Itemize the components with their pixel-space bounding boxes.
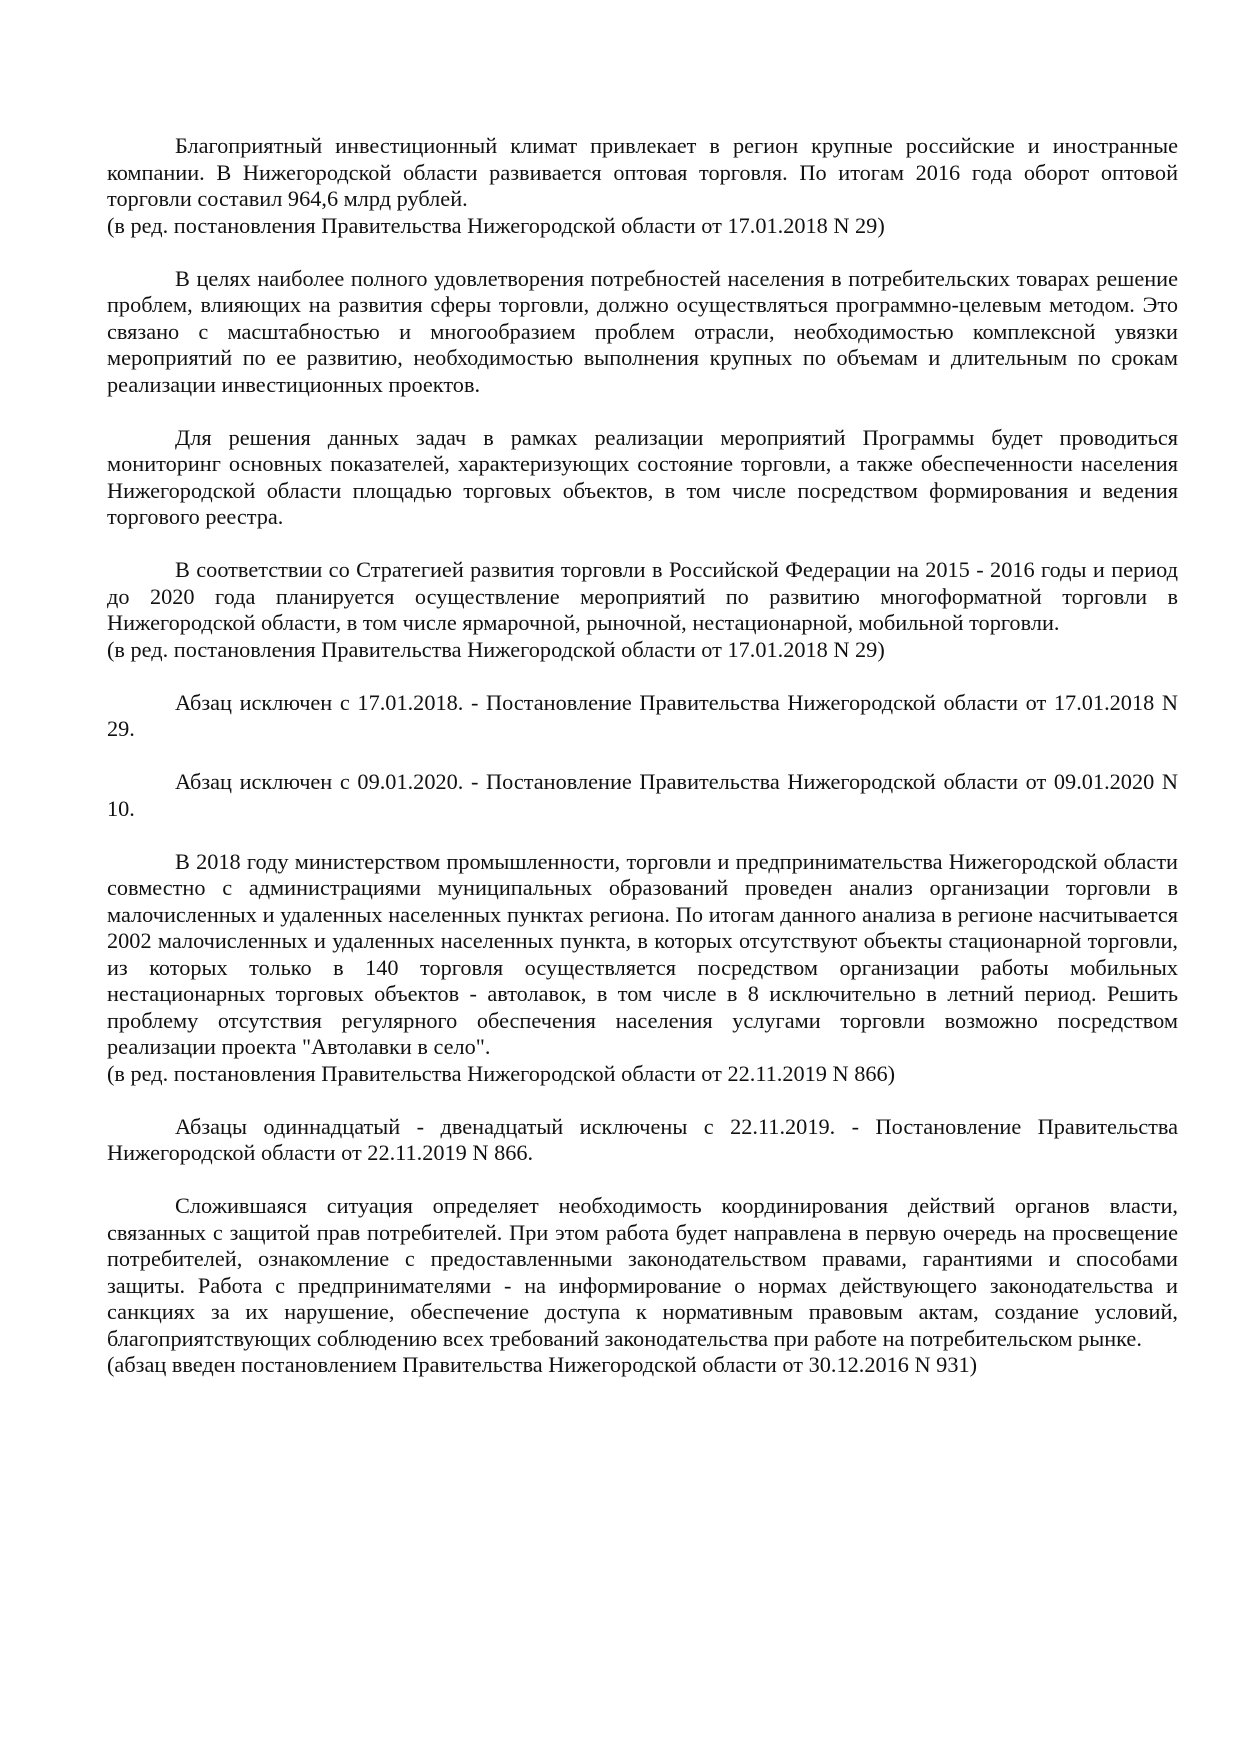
block-program-method — [107, 266, 1178, 399]
block-investment-climate — [107, 133, 1178, 239]
paragraph-mobile-trade: В 2018 году министерством промышленности, торговли и предпринимательства Нижегородской области совместно с администрациями муниципальных образований проведен анализ организации торговли в малочисленных и удаленных населенных пунктах региона. По итогам данного анализа в регионе насчитывается 2002 малочисленных и удаленных населенных пункта, в которых отсутствуют объекты стационарной торговли, из которых только в 140 торговля осуществляется посредством организации работы мобильных нестационарных торговых объектов - автолавок, в том числе в 8 исключительно в летний период. Решить проблему отсутствия регулярного обеспечения населения услугами торговли возможно посредством реализации проекта "Автолавки в село". — [107, 848, 1178, 1059]
paragraph-excluded-2019: Абзацы одиннадцатый - двенадцатый исключены с 22.11.2019. - Постановление Правительства Нижегородской области от 22.11.2019 N 866. — [107, 1113, 1178, 1165]
paragraph-consumer-rights: Сложившаяся ситуация определяет необходимость координирования действий органов власти, связанных с защитой прав потребителей. При этом работа будет направлена в первую очередь на просвещение потребителей, ознакомление с предоставленными законодательством правами, гарантиями и способами защиты. Работа с предпринимателями - на информирование о нормах действующего законодательства и санкциях за их нарушение, обеспечение доступа к нормативным правовым актам, создание условий, благоприятствующих соблюдению всех требований законодательства при работе на потребительском рынке. — [107, 1193, 1178, 1351]
amendment-note: (в ред. постановления Правительства Нижегородской области от 17.01.2018 N 29) — [107, 636, 885, 662]
block-excluded-2019 — [107, 1114, 1178, 1167]
document-page — [107, 133, 1178, 1405]
block-excluded-2020 — [107, 769, 1178, 822]
block-monitoring — [107, 425, 1178, 531]
amendment-note: (в ред. постановления Правительства Нижегородской области от 22.11.2019 N 866) — [107, 1060, 896, 1086]
block-consumer-rights — [107, 1193, 1178, 1379]
paragraph-excluded-2018: Абзац исключен с 17.01.2018. - Постановление Правительства Нижегородской области от 17.01.2018 N 29. — [107, 689, 1178, 741]
paragraph-program-method: В целях наиболее полного удовлетворения потребностей населения в потребительских товарах решение проблем, влияющих на развития сферы торговли, должно осуществляться программно-целевым методом. Это связано с масштабностью и многообразием проблем отрасли, необходимостью комплексной увязки мероприятий по ее развитию, необходимостью выполнения крупных по объемам и длительным по срокам реализации инвестиционных проектов. — [107, 265, 1178, 397]
paragraph-strategy: В соответствии со Стратегией развития торговли в Российской Федерации на 2015 - 2016 годы и период до 2020 года планируется осуществление мероприятий по развитию многоформатной торговли в Нижегородской области, в том числе ярмарочной, рыночной, нестационарной, мобильной торговли. — [107, 557, 1178, 635]
introduction-note: (абзац введен постановлением Правительства Нижегородской области от 30.12.2016 N 931) — [107, 1352, 978, 1377]
paragraph-investment-climate: Благоприятный инвестиционный климат привлекает в регион крупные российские и иностранные компании. В Нижегородской области развивается оптовая торговля. По итогам 2016 года оборот оптовой торговли составил 964,6 млрд рублей. — [107, 133, 1178, 211]
block-excluded-2018 — [107, 690, 1178, 743]
amendment-note: (в ред. постановления Правительства Нижегородской области от 17.01.2018 N 29) — [107, 212, 885, 238]
block-strategy — [107, 557, 1178, 663]
paragraph-monitoring: Для решения данных задач в рамках реализации мероприятий Программы будет проводиться мониторинг основных показателей, характеризующих состояние торговли, а также обеспеченности населения Нижегородской области площадью торговых объектов, в том числе посредством формирования и ведения торгового реестра. — [107, 424, 1178, 529]
paragraph-excluded-2020: Абзац исключен с 09.01.2020. - Постановление Правительства Нижегородской области от 09.01.2020 N 10. — [107, 769, 1178, 821]
block-mobile-trade — [107, 849, 1178, 1088]
